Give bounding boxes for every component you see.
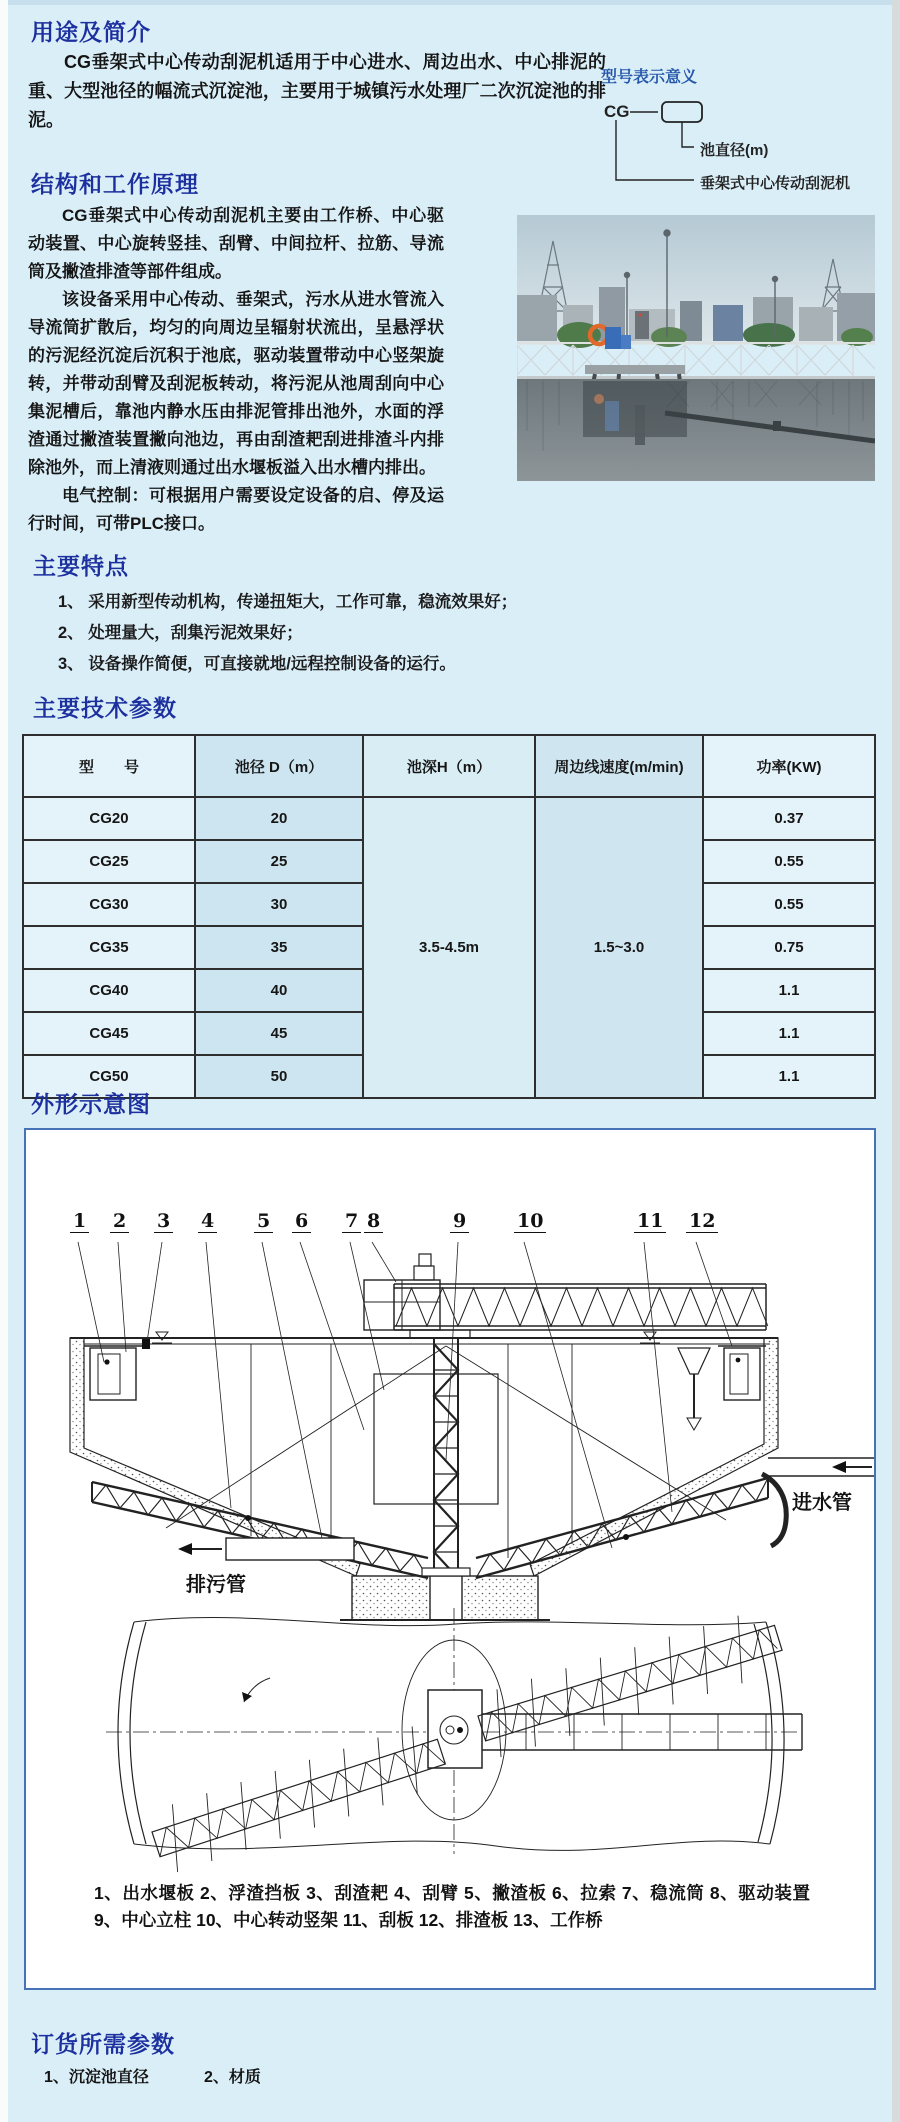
callout-4: 4 — [198, 1210, 217, 1233]
right-edge-strip — [892, 0, 900, 2122]
structure-paragraphs — [28, 202, 444, 538]
drain-pipe-label: 排污管 — [186, 1574, 246, 1596]
callout-8: 8 — [364, 1210, 383, 1233]
cell-power: 1.1 — [703, 969, 875, 1012]
inlet-pipe-label: 进水管 — [792, 1492, 852, 1514]
clarifier-photo-art — [517, 215, 875, 481]
cell-power: 0.55 — [703, 883, 875, 926]
cell-model: CG25 — [23, 840, 195, 883]
features-list — [58, 588, 517, 681]
cell-model: CG30 — [23, 883, 195, 926]
model-meaning-title: 型号表示意义 — [601, 69, 698, 86]
callout-5: 5 — [254, 1210, 273, 1233]
cell-power: 0.55 — [703, 840, 875, 883]
callout-1: 1 — [70, 1210, 89, 1233]
clarifier-photo — [517, 215, 875, 481]
col-header-diameter: 池径 D（m） — [195, 735, 363, 797]
callout-3: 3 — [154, 1210, 173, 1233]
cell-power: 1.1 — [703, 1012, 875, 1055]
top-edge-strip — [0, 0, 900, 5]
cell-diameter: 25 — [195, 840, 363, 883]
col-header-depth: 池深H（m） — [363, 735, 535, 797]
intro-heading: 用途及简介 — [31, 19, 151, 45]
cell-power: 0.37 — [703, 797, 875, 840]
cell-speed-merged: 1.5~3.0 — [535, 797, 703, 1098]
cell-diameter: 45 — [195, 1012, 363, 1055]
table-header-row — [23, 735, 875, 797]
outline-heading: 外形示意图 — [31, 1091, 151, 1117]
model-machine-label: 垂架式中心传动刮泥机 — [700, 175, 851, 192]
col-header-speed: 周边线速度(m/min) — [535, 735, 703, 797]
cell-diameter: 40 — [195, 969, 363, 1012]
cell-depth-merged: 3.5-4.5m — [363, 797, 535, 1098]
left-edge-strip — [0, 0, 8, 2122]
cell-model: CG45 — [23, 1012, 195, 1055]
drawing-caption: 1、出水堰板 2、浮渣挡板 3、刮渣耙 4、刮臂 5、撇渣板 6、拉索 7、稳流筒 8、驱动装置 9、中心立柱 10、中心转动竖架 11、刮板 12、排渣板 13、工作桥 — [94, 1883, 810, 1930]
table-row — [23, 797, 875, 840]
specs-table — [22, 734, 876, 1099]
callout-12: 12 — [686, 1210, 718, 1233]
model-dia-label: 池直径(m) — [700, 142, 769, 159]
outline-drawing-panel — [24, 1128, 876, 1990]
structure-p1: CG垂架式中心传动刮泥机主要由工作桥、中心驱动装置、中心旋转竖挂、刮臂、中间拉杆、拉筋、导流筒及撇渣排渣等部件组成。 — [28, 206, 444, 281]
intro-paragraph: CG垂架式中心传动刮泥机适用于中心进水、周边出水、中心排泥的重、大型池径的幅流式沉淀池，主要用于城镇污水处理厂二次沉淀池的排泥。 — [28, 52, 606, 130]
specs-heading: 主要技术参数 — [33, 695, 177, 721]
feature-item-1: 1、 采用新型传动机构，传递扭矩大，工作可靠，稳流效果好； — [58, 593, 518, 611]
order-item-diameter: 1、沉淀池直径 — [44, 2069, 149, 2086]
structure-p3: 电气控制：可根据用户需要设定设备的启、停及运行时间，可带PLC接口。 — [28, 486, 444, 533]
cell-diameter: 35 — [195, 926, 363, 969]
col-header-power: 功率(KW) — [703, 735, 875, 797]
cell-diameter: 50 — [195, 1055, 363, 1098]
cell-diameter: 20 — [195, 797, 363, 840]
callout-2: 2 — [110, 1210, 129, 1233]
callout-7: 7 — [342, 1210, 361, 1233]
callout-10: 10 — [514, 1210, 546, 1233]
cell-model: CG40 — [23, 969, 195, 1012]
feature-item-2: 2、 处理量大，刮集污泥效果好； — [58, 624, 303, 642]
order-heading: 订货所需参数 — [31, 2031, 175, 2057]
structure-heading: 结构和工作原理 — [31, 171, 199, 197]
col-header-model: 型 号 — [23, 735, 195, 797]
cell-diameter: 30 — [195, 883, 363, 926]
cell-power: 0.75 — [703, 926, 875, 969]
clarifier-technical-drawing — [26, 1130, 874, 1875]
cell-model: CG35 — [23, 926, 195, 969]
cell-model: CG50 — [23, 1055, 195, 1098]
callout-6: 6 — [292, 1210, 311, 1233]
callout-11: 11 — [634, 1210, 666, 1233]
callout-9: 9 — [450, 1210, 469, 1233]
features-heading: 主要特点 — [33, 553, 129, 579]
structure-p2: 该设备采用中心传动、垂架式，污水从进水管流入导流筒扩散后，均匀的向周边呈辐射状流出，呈悬浮状的污泥经沉淀后沉积于池底，驱动装置带动中心竖架旋转，并带动刮臂及刮泥板转动，将污泥从池周刮向中心集泥槽后，靠池内静水压由排泥管排出池外，水面的浮渣通过撇渣装置撇向池边，再由刮渣耙刮进排渣斗内排除池外，而上清液则通过出水堰板溢入出水槽内排出。 — [28, 290, 444, 477]
cell-model: CG20 — [23, 797, 195, 840]
cell-power: 1.1 — [703, 1055, 875, 1098]
order-item-material: 2、材质 — [204, 2069, 261, 2086]
feature-item-3: 3、 设备操作简便，可直接就地/远程控制设备的运行。 — [58, 655, 456, 673]
model-prefix: CG — [604, 102, 630, 121]
